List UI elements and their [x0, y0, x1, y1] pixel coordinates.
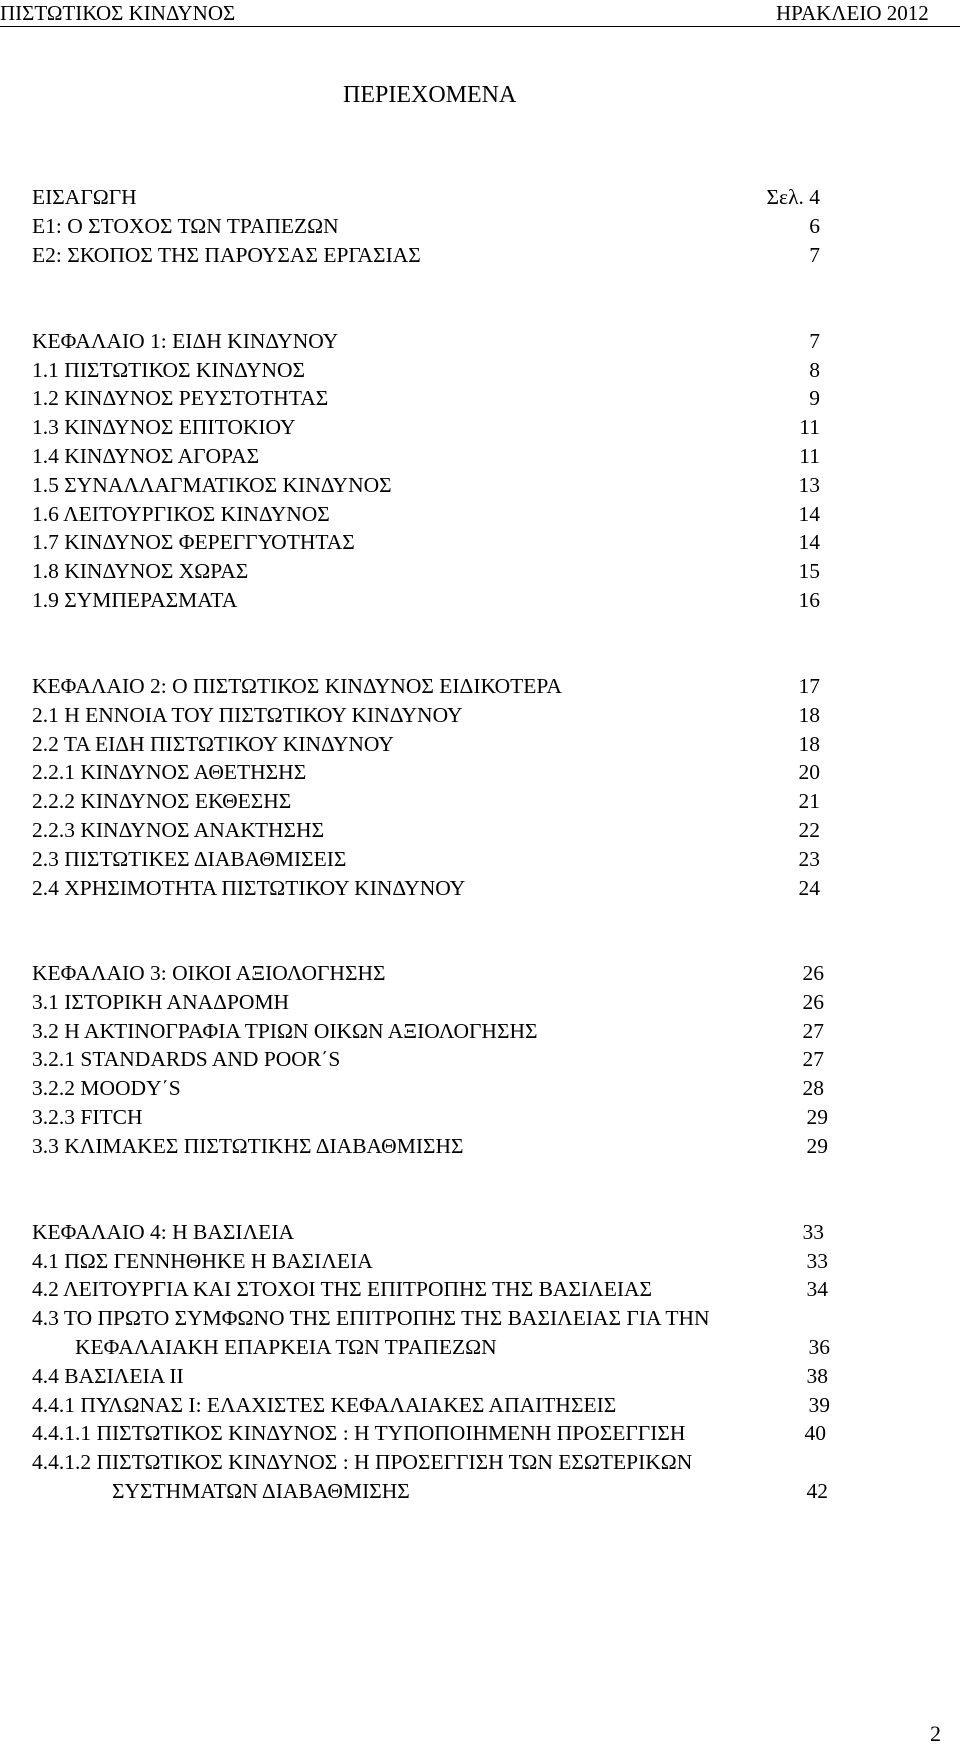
toc-entry-page: 38 [806, 1364, 828, 1388]
toc-entry-page: 11 [799, 415, 820, 439]
toc-entry [0, 958, 960, 988]
toc-entry [0, 1418, 960, 1448]
toc-entry-title: 1.6 ΛΕΙΤΟΥΡΓΙΚΟΣ ΚΙΝΔΥΝΟΣ [32, 502, 330, 526]
toc-entry-page: 20 [798, 760, 820, 784]
toc-entry-title: 3.2.1 STANDARDS AND POOR΄S [32, 1047, 341, 1071]
toc-entry-page: 15 [798, 559, 820, 583]
toc-entry [0, 1016, 960, 1046]
page-number: 2 [930, 1721, 941, 1746]
toc-entry-page: 22 [798, 818, 820, 842]
toc-entry [0, 441, 960, 471]
toc-entry [0, 240, 960, 270]
toc-entry-title: 4.4.1 ΠΥΛΩΝΑΣ Ι: ΕΛΑΧΙΣΤΕΣ ΚΕΦΑΛΑΙΑΚΕΣ ΑΠΑΙΤΗΣΕΙΣ [32, 1393, 617, 1417]
toc-entry [0, 1390, 960, 1420]
toc-entry-title: ΕΙΣΑΓΩΓΗ [32, 185, 137, 209]
toc-entry-title: 3.2 Η ΑΚΤΙΝΟΓΡΑΦΙΑ ΤΡΙΩΝ ΟΙΚΩΝ ΑΞΙΟΛΟΓΗΣΗΣ [32, 1019, 538, 1043]
toc-entry [0, 1246, 960, 1276]
toc-entry-title: Ε2: ΣΚΟΠΟΣ ΤΗΣ ΠΑΡΟΥΣΑΣ ΕΡΓΑΣΙΑΣ [32, 243, 421, 267]
toc-entry-page: 18 [798, 732, 820, 756]
toc-entry-page: 17 [798, 674, 820, 698]
toc-entry-page: 27 [802, 1019, 824, 1043]
toc-entry-title: 1.5 ΣΥΝΑΛΛΑΓΜΑΤΙΚΟΣ ΚΙΝΔΥΝΟΣ [32, 473, 392, 497]
toc-entry [0, 412, 960, 442]
toc-entry [0, 1073, 960, 1103]
toc-entry-page: 23 [798, 847, 820, 871]
toc-entry-page: 6 [809, 214, 820, 238]
toc-entry-page: 16 [798, 588, 820, 612]
toc-entry-title: 1.9 ΣΥΜΠΕΡΑΣΜΑΤΑ [32, 588, 238, 612]
toc-entry-page: 34 [806, 1277, 828, 1301]
toc-entry-title: 4.2 ΛΕΙΤΟΥΡΓΙΑ ΚΑΙ ΣΤΟΧΟΙ ΤΗΣ ΕΠΙΤΡΟΠΗΣ ΤΗΣ ΒΑΣΙΛΕΙΑΣ [32, 1277, 653, 1301]
running-header-right: ΗΡΑΚΛΕΙΟ 2012 [776, 1, 929, 25]
toc-entry [0, 873, 960, 903]
toc-entry-title: 4.1 ΠΩΣ ΓΕΝΝΗΘΗΚΕ Η ΒΑΣΙΛΕΙΑ [32, 1249, 373, 1273]
toc-entry-title: 4.4.1.2 ΠΙΣΤΩΤΙΚΟΣ ΚΙΝΔΥΝΟΣ : Η ΠΡΟΣΕΓΓΙΣΗ ΤΩΝ ΕΣΩΤΕΡΙΚΩΝ [32, 1450, 693, 1474]
toc-entry-title: 1.2 ΚΙΝΔΥΝΟΣ ΡΕΥΣΤΟΤΗΤΑΣ [32, 386, 329, 410]
toc-entry [0, 1217, 960, 1247]
toc-entry-page: 14 [798, 502, 820, 526]
toc-entry [0, 1476, 960, 1506]
toc-entry-page: Σελ. 4 [766, 185, 820, 209]
toc-entry-page: 39 [808, 1393, 830, 1417]
toc-entry-page: 14 [798, 530, 820, 554]
toc-entry [0, 1274, 960, 1304]
toc-entry-page: 42 [806, 1479, 828, 1503]
toc-entry-title: 3.1 ΙΣΤΟΡΙΚΗ ΑΝΑΔΡΟΜΗ [32, 990, 290, 1014]
toc-entry-page: 11 [799, 444, 820, 468]
toc-entry [0, 729, 960, 759]
toc-entry [0, 844, 960, 874]
toc-entry [0, 211, 960, 241]
toc-entry-page: 7 [809, 243, 820, 267]
toc-entry [0, 786, 960, 816]
toc-entry-title: 2.2.2 ΚΙΝΔΥΝΟΣ ΕΚΘΕΣΗΣ [32, 789, 292, 813]
toc-entry-title: 1.3 ΚΙΝΔΥΝΟΣ ΕΠΙΤΟΚΙΟΥ [32, 415, 296, 439]
toc-entry-title: 1.7 ΚΙΝΔΥΝΟΣ ΦΕΡΕΓΓΥΟΤΗΤΑΣ [32, 530, 355, 554]
toc-entry-title: 4.4 ΒΑΣΙΛΕΙΑ ΙΙ [32, 1364, 184, 1388]
toc-entry [0, 1447, 960, 1477]
toc-entry-title: 2.4 ΧΡΗΣΙΜΟΤΗΤΑ ΠΙΣΤΩΤΙΚΟΥ ΚΙΝΔΥΝΟΥ [32, 876, 466, 900]
toc-entry-title: 3.2.2 MOODY΄S [32, 1076, 181, 1100]
toc-entry-title: 1.1 ΠΙΣΤΩΤΙΚΟΣ ΚΙΝΔΥΝΟΣ [32, 358, 306, 382]
toc-entry [0, 470, 960, 500]
toc-entry-title: 2.2 ΤΑ ΕΙΔΗ ΠΙΣΤΩΤΙΚΟΥ ΚΙΝΔΥΝΟΥ [32, 732, 394, 756]
toc-entry [0, 326, 960, 356]
toc-entry [0, 556, 960, 586]
toc-entry-title: 2.1 Η ΕΝΝΟΙΑ ΤΟΥ ΠΙΣΤΩΤΙΚΟΥ ΚΙΝΔΥΝΟΥ [32, 703, 463, 727]
toc-entry-title: 1.8 ΚΙΝΔΥΝΟΣ ΧΩΡΑΣ [32, 559, 249, 583]
page-title: ΠΕΡΙΕΧΟΜΕΝΑ [343, 82, 517, 108]
toc-entry [0, 757, 960, 787]
toc-entry-title: 3.3 ΚΛΙΜΑΚΕΣ ΠΙΣΤΩΤΙΚΗΣ ΔΙΑΒΑΘΜΙΣΗΣ [32, 1134, 464, 1158]
toc-entry [0, 700, 960, 730]
toc-entry-page: 13 [798, 473, 820, 497]
toc-entry [0, 527, 960, 557]
toc-entry-page: 33 [802, 1220, 824, 1244]
toc-entry [0, 1332, 960, 1362]
toc-entry-page: 33 [806, 1249, 828, 1273]
toc-entry [0, 815, 960, 845]
toc-entry-page: 7 [809, 329, 820, 353]
toc-entry-title: 3.2.3 FITCH [32, 1105, 143, 1129]
toc-entry-title: 2.2.1 ΚΙΝΔΥΝΟΣ ΑΘΕΤΗΣΗΣ [32, 760, 307, 784]
toc-entry [0, 355, 960, 385]
toc-entry-title: ΚΕΦΑΛΑΙΟ 1: ΕΙΔΗ ΚΙΝΔΥΝΟΥ [32, 329, 339, 353]
toc-entry-page: 26 [802, 961, 824, 985]
toc-entry-title: Ε1: Ο ΣΤΟΧΟΣ ΤΩΝ ΤΡΑΠΕΖΩΝ [32, 214, 339, 238]
toc-entry [0, 182, 960, 212]
toc-entry [0, 1131, 960, 1161]
toc-entry-title: 4.4.1.1 ΠΙΣΤΩΤΙΚΟΣ ΚΙΝΔΥΝΟΣ : Η ΤΥΠΟΠΟΙΗΜΕΝΗ ΠΡΟΣΕΓΓΙΣΗ [32, 1421, 686, 1445]
toc-entry-title: 1.4 ΚΙΝΔΥΝΟΣ ΑΓΟΡΑΣ [32, 444, 260, 468]
toc-entry-title: 2.3 ΠΙΣΤΩΤΙΚΕΣ ΔΙΑΒΑΘΜΙΣΕΙΣ [32, 847, 347, 871]
toc-entry [0, 499, 960, 529]
toc-entry [0, 1361, 960, 1391]
toc-entry [0, 671, 960, 701]
toc-entry-title: 2.2.3 ΚΙΝΔΥΝΟΣ ΑΝΑΚΤΗΣΗΣ [32, 818, 325, 842]
header-rule [0, 26, 960, 27]
toc-entry-title: 4.3 ΤΟ ΠΡΩΤΟ ΣΥΜΦΩΝΟ ΤΗΣ ΕΠΙΤΡΟΠΗΣ ΤΗΣ ΒΑΣΙΛΕΙΑΣ ΓΙΑ ΤΗΝ [32, 1306, 710, 1330]
toc-entry-page: 27 [802, 1047, 824, 1071]
toc-entry-page: 40 [804, 1421, 826, 1445]
toc-entry-title: ΚΕΦΑΛΑΙΟ 3: ΟΙΚΟΙ ΑΞΙΟΛΟΓΗΣΗΣ [32, 961, 386, 985]
toc-entry-page: 29 [806, 1134, 828, 1158]
toc-entry-page: 9 [809, 386, 820, 410]
toc-entry [0, 987, 960, 1017]
toc-entry-page: 29 [806, 1105, 828, 1129]
toc-entry-title: ΚΕΦΑΛΑΙΟ 4: Η ΒΑΣΙΛΕΙΑ [32, 1220, 294, 1244]
toc-entry [0, 383, 960, 413]
toc-entry-page: 28 [802, 1076, 824, 1100]
toc-entry [0, 1303, 960, 1333]
running-header-left: ΠΙΣΤΩΤΙΚΟΣ ΚΙΝΔΥΝΟΣ [0, 1, 236, 25]
toc-entry-page: 24 [798, 876, 820, 900]
toc-entry [0, 1044, 960, 1074]
toc-entry [0, 585, 960, 615]
toc-entry-page: 21 [798, 789, 820, 813]
toc-entry-title: ΚΕΦΑΛΑΙΑΚΗ ΕΠΑΡΚΕΙΑ ΤΩΝ ΤΡΑΠΕΖΩΝ [75, 1335, 497, 1359]
toc-entry [0, 1102, 960, 1132]
toc-entry-page: 26 [802, 990, 824, 1014]
toc-entry-page: 18 [798, 703, 820, 727]
toc-entry-page: 8 [809, 358, 820, 382]
toc-entry-title: ΣΥΣΤΗΜΑΤΩΝ ΔΙΑΒΑΘΜΙΣΗΣ [112, 1479, 410, 1503]
toc-entry-title: ΚΕΦΑΛΑΙΟ 2: Ο ΠΙΣΤΩΤΙΚΟΣ ΚΙΝΔΥΝΟΣ ΕΙΔΙΚΟΤΕΡΑ [32, 674, 562, 698]
toc-entry-page: 36 [808, 1335, 830, 1359]
